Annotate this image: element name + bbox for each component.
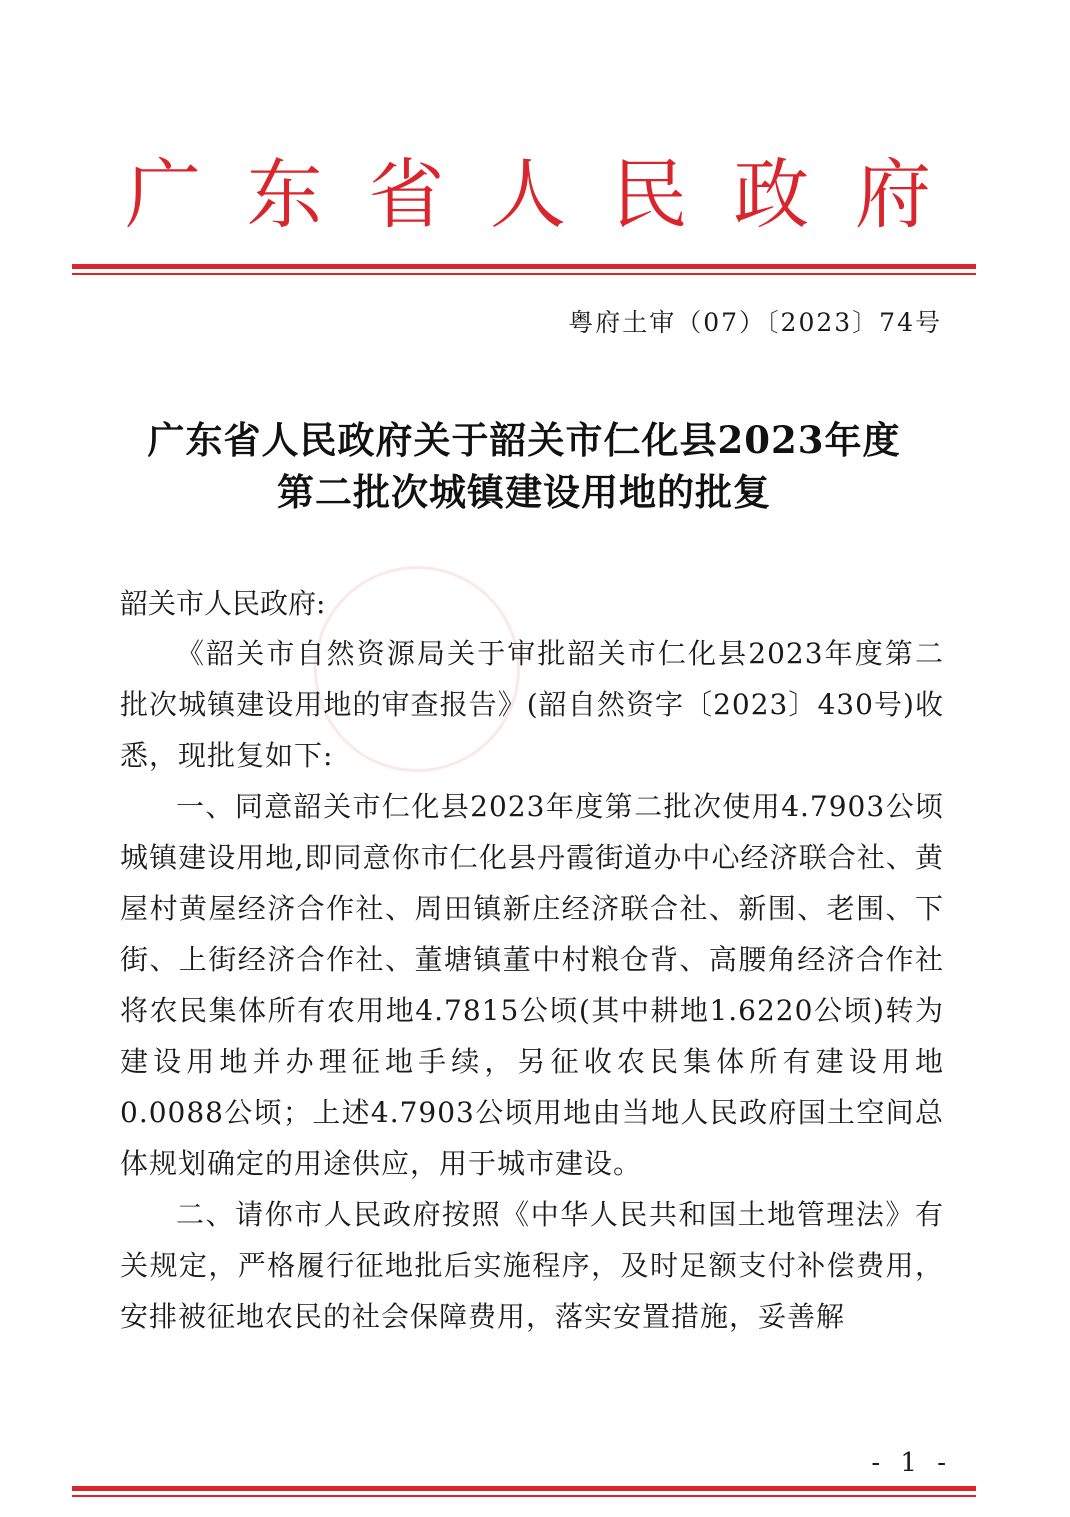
masthead-char: 东 [246,150,323,239]
masthead-char: 省 [368,150,445,239]
salutation: 韶关市人民政府: [120,587,326,620]
body-paragraph: 《韶关市自然资源局关于审批韶关市仁化县2023年度第二批次城镇建设用地的审查报告》(韶自然资字〔2023〕430号)收悉，现批复如下: [120,637,944,772]
masthead-char: 政 [733,150,810,239]
document-title-line-1: 广东省人民政府关于韶关市仁化县2023年度 [147,418,901,462]
masthead-char: 民 [611,150,688,239]
footer-rule-thick [72,1486,976,1491]
body-paragraph: 二、请你市人民政府按照《中华人民共和国土地管理法》有关规定，严格履行征地批后实施程序，及时足额支付补偿费用，安排被征地农民的社会保障费用，落实安置措施，妥善解 [120,1198,944,1333]
page-number: - 1 - [871,1448,952,1478]
masthead-title [118,150,938,240]
document-body [120,628,944,1342]
masthead-char: 广 [125,150,201,239]
masthead-char: 府 [854,150,931,239]
document-number: 粤府土审（07）〔2023〕74号 [568,308,942,337]
body-paragraph: 一、同意韶关市仁化县2023年度第二批次使用4.7903公顷城镇建设用地,即同意你市仁化县丹霞街道办中心经济联合社、黄屋村黄屋经济合作社、周田镇新庄经济联合社、新围、老围、下街、上街经济合作社、董塘镇董中村粮仓背、高腰角经济合作社将农民集体所有农用地4.7815公顷(其中耕地1.6220公顷)转为建设用地并办理征地手续，另征收农民集体所有建设用地0.0088公顷；上述4.7903公顷用地由当地人民政府国土空间总体规划确定的用途供应，用于城市建设。 [120,790,944,1180]
masthead-rule-thin [72,273,976,275]
footer-rule-thin [72,1495,976,1497]
document-title-line-2: 第二批次城镇建设用地的批复 [277,470,771,514]
masthead-char: 人 [489,150,566,239]
masthead-rule-thick [72,264,976,269]
